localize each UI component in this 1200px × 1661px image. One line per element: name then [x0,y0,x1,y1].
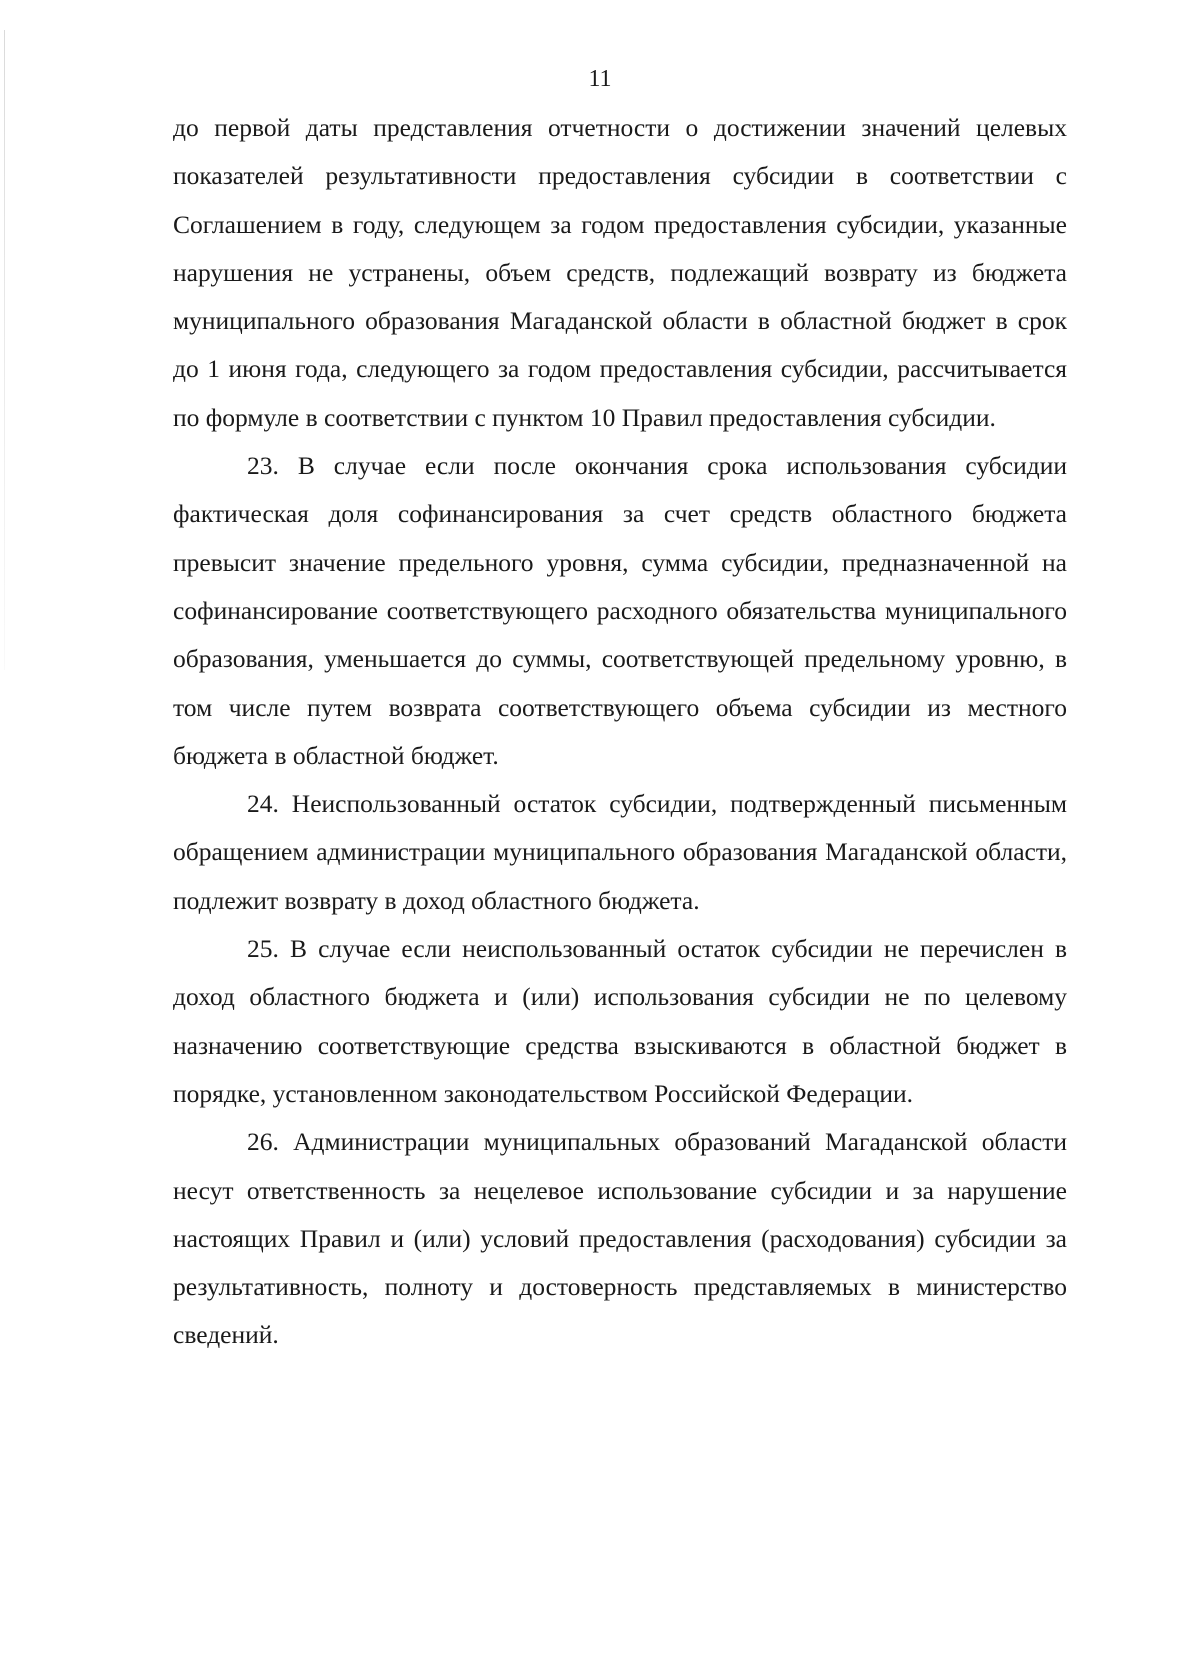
scan-edge-artifact [4,30,5,670]
paragraph-continuation: до первой даты представления отчетности о достижении значений целевых показателей результативности предоставления субсидии в соответствии с Соглашением в году, следующем за годом предоставления субсидии, указанные нарушения не устранены, объем средств, подлежащий возврату из бюджета муниципального образования Магаданской области в областной бюджет в срок до 1 июня года, следующего за годом предоставления субсидии, рассчитывается по формуле в соответствии с пунктом 10 Правил предоставления субсидии. [173,113,1067,432]
paragraph-clause-25: 25. В случае если неиспользованный остаток субсидии не перечислен в доход областного бюджета и (или) использования субсидии не по целевому назначению соответствующие средства взыскиваются в областной бюджет в порядке, установленном законодательством Российской Федерации. [173,934,1067,1108]
page-number: 11 [588,66,612,92]
paragraph-clause-26: 26. Администрации муниципальных образований Магаданской области несут ответственность за нецелевое использование субсидии и за нарушение настоящих Правил и (или) условий предоставления (расходования) субсидии за результативность, полноту и достоверность представляемых в министерство сведений. [173,1127,1067,1350]
document-body [173,104,1067,1360]
paragraph-clause-24: 24. Неиспользованный остаток субсидии, подтвержденный письменным обращением администрации муниципального образования Магаданской области, подлежит возврату в доход областного бюджета. [173,789,1067,915]
paragraph-clause-23: 23. В случае если после окончания срока использования субсидии фактическая доля софинансирования за счет средств областного бюджета превысит значение предельного уровня, сумма субсидии, предназначенной на софинансирование соответствующего расходного обязательства муниципального образования, уменьшается до суммы, соответствующей предельному уровню, в том числе путем возврата соответствующего объема субсидии из местного бюджета в областной бюджет. [173,451,1067,770]
